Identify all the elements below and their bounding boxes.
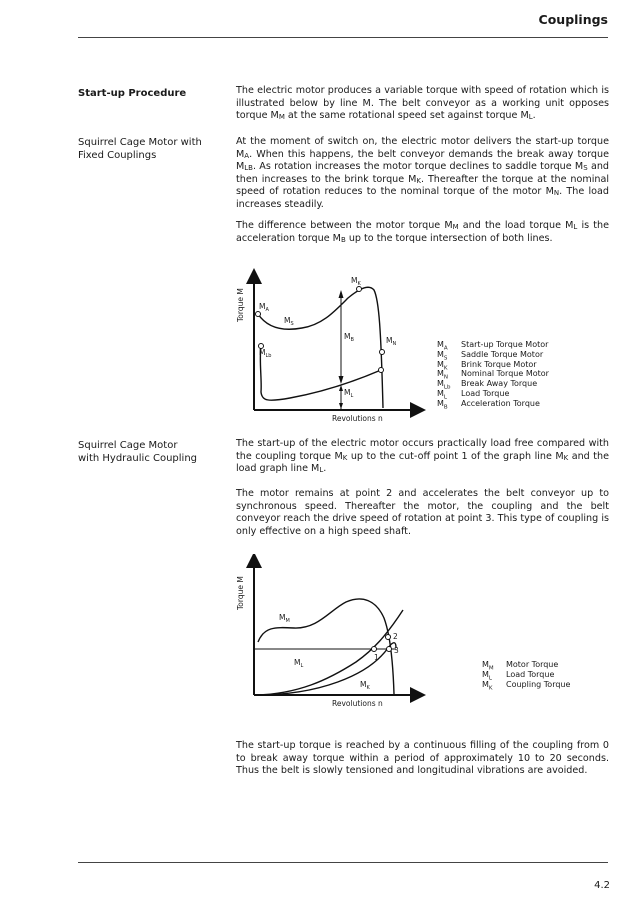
diagram1-legend xyxy=(437,340,549,409)
diagram2-legend xyxy=(482,660,571,692)
diagram-2 xyxy=(228,554,428,714)
section-label-fixed xyxy=(78,136,202,162)
diagram2-y-axis-label: Torque M xyxy=(236,576,245,610)
paragraph-6: The start-up torque is reached by a continuous filling of the coupling from 0 to break away torque within a period of approximately 10 to 20 seconds. Thus the belt is slowly tensioned and longitudinal vibrations are avoided. xyxy=(236,740,609,777)
legend-item: $M_S$ Saddle Torque Motor xyxy=(437,349,544,362)
diagram1-x-axis-label: Revolutions n xyxy=(332,414,383,423)
page-number: 4.2 xyxy=(594,880,610,891)
diagram1-label-mb: $M_B$ xyxy=(344,332,354,343)
diagram1-label-mn: $M_N$ xyxy=(386,336,397,347)
paragraph-5: The motor remains at point 2 and accelerates the belt conveyor up to synchronous speed. Thereafter the motor, the coupling and the belt conveyor reach the drive speed of rotation at point 3. This type of coupling is only effective on a high speed shaft. xyxy=(236,488,609,537)
diagram1-label-ml: $M_L$ xyxy=(344,388,354,399)
legend-item: $M_M$ Motor Torque xyxy=(482,660,559,672)
diagram1-label-mlb: $M_{Lb}$ xyxy=(259,348,272,359)
legend-item: $M_N$ Nominal Torque Motor xyxy=(437,369,549,381)
diagram1-label-mk: $M_K$ xyxy=(351,276,361,287)
diagram2-label-point-2: 2 xyxy=(393,632,398,641)
diagram2-label-mm: $M_M$ xyxy=(279,613,290,624)
footer-rule xyxy=(78,862,608,863)
diagram2-label-mk: $M_K$ xyxy=(360,680,370,691)
diagram1-point-mk xyxy=(357,287,362,292)
paragraph-2: At the moment of switch on, the electric motor delivers the start-up torque $M_A$. When this happens, the belt conveyor demands the break away torque $M_{LB}$. As rotation increases the motor torque declines to saddle torque $M_S$ and then increases to the brink torque $M_K$. Thereafter the torque at the nominal speed of rotation reduces to the nominal torque of the motor $M_N$. The load increases steadily. xyxy=(236,136,609,210)
diagram2-x-axis-label: Revolutions n xyxy=(332,699,383,708)
legend-item: $M_K$ Brink Torque Motor xyxy=(437,359,537,372)
legend-item: $M_L$ Load Torque xyxy=(437,388,510,401)
section-label-hydraulic xyxy=(78,439,197,465)
diagram1-motor-curve xyxy=(258,287,383,408)
header-rule xyxy=(78,37,608,38)
paragraph-4: The start-up of the electric motor occurs practically load free compared with the coupling torque $M_K$ up to the cut-off point 1 of the graph line $M_K$ and the load graph line $M_L$. xyxy=(236,438,609,475)
diagram2-label-point-3: 3 xyxy=(394,646,399,655)
legend-item: $M_{Lb}$ Break Away Torque xyxy=(437,379,538,391)
diagram1-load-curve xyxy=(260,346,381,400)
legend-item: $M_L$ Load Torque xyxy=(482,669,555,682)
section-label-hydraulic-line1: Squirrel Cage Motor xyxy=(78,440,178,451)
section-label-fixed-line1: Squirrel Cage Motor with xyxy=(78,137,202,148)
diagram2-point-3 xyxy=(387,647,392,652)
section-label-startup: Start-up Procedure xyxy=(78,88,187,99)
legend-item: $M_A$ Start-up Torque Motor xyxy=(437,340,549,352)
paragraph-1: The electric motor produces a variable torque with speed of rotation which is illustrated below by line M. The belt conveyor as a working unit opposes torque $M_M$ at the same rotational speed set against torque $M_L$. xyxy=(236,85,609,122)
section-label-fixed-line2: Fixed Couplings xyxy=(78,150,157,161)
paragraph-3: The difference between the motor torque $M_M$ and the load torque $M_L$ is the acceleration torque $M_B$ up to the torque intersection of both lines. xyxy=(236,220,609,244)
diagram2-point-2 xyxy=(386,635,391,640)
section-label-hydraulic-line2: with Hydraulic Coupling xyxy=(78,453,198,464)
header-title: Couplings xyxy=(538,12,608,27)
diagram2-load-curve xyxy=(256,610,403,695)
diagram-1 xyxy=(228,268,428,428)
diagram1-point-mn xyxy=(380,350,385,355)
legend-item: $M_B$ Acceleration Torque xyxy=(437,398,540,411)
diagram2-label-ml: $M_L$ xyxy=(294,658,304,669)
diagram1-label-ma: $M_A$ xyxy=(259,302,269,313)
legend-item: $M_K$ Coupling Torque xyxy=(482,679,571,692)
diagram1-point-ma xyxy=(256,312,261,317)
diagram2-point-1 xyxy=(372,647,377,652)
diagram1-y-axis-label: Torque M xyxy=(236,288,245,322)
diagram1-point-intersection xyxy=(379,368,384,373)
diagram2-label-point-1: 1 xyxy=(374,653,379,662)
diagram1-label-ms: $M_S$ xyxy=(284,316,294,327)
